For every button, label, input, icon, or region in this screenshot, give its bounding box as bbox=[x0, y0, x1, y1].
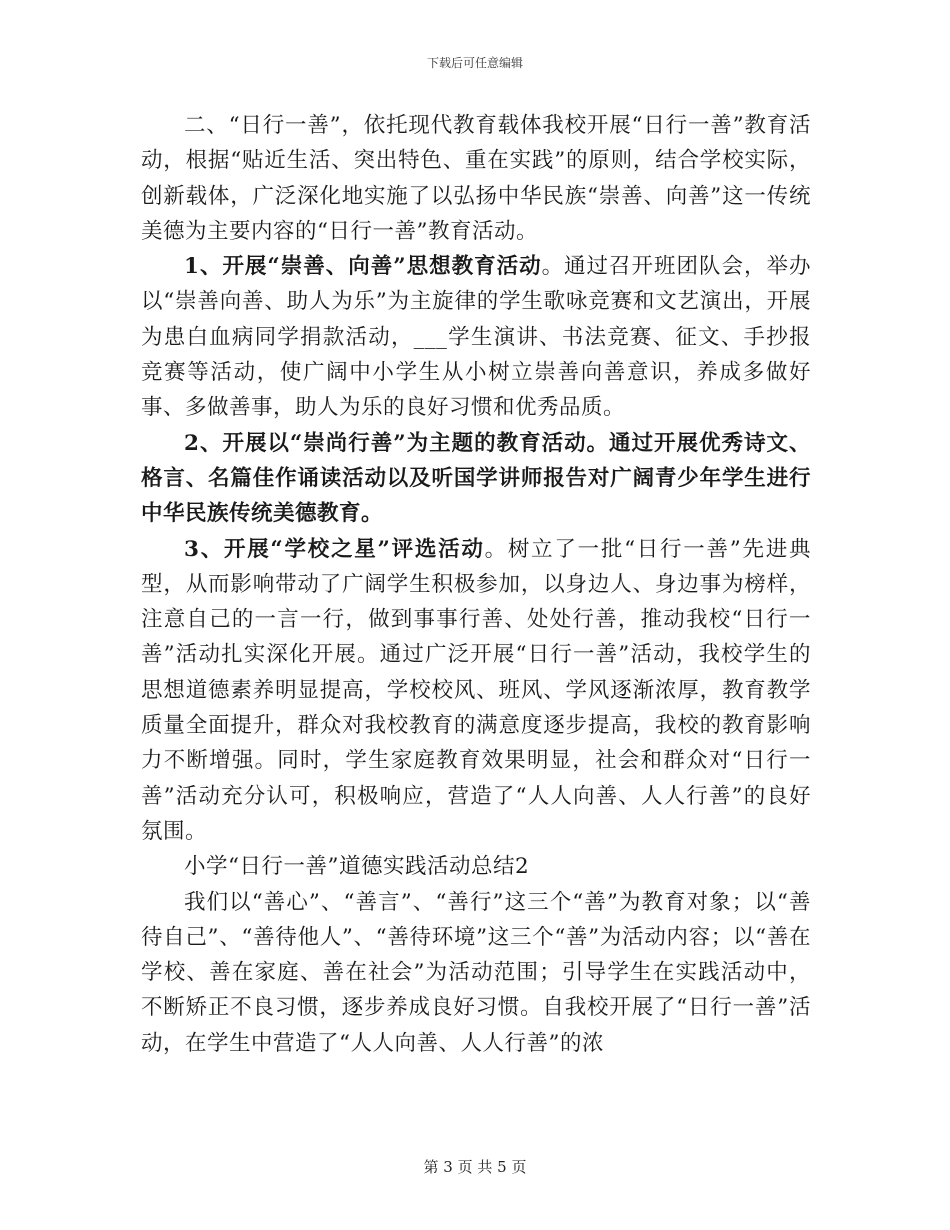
paragraph-item-2: 2、开展以“崇尚行善”为主题的教育活动。通过开展优秀诗文、格言、名篇佳作诵读活动以及听国学讲师报告对广阔青少年学生进行中华民族传统美德教育。 bbox=[141, 430, 811, 527]
item-3-heading: 3、开展“学校之星”评选活动 bbox=[184, 536, 485, 562]
document-body bbox=[141, 108, 811, 1061]
paragraph-intro: 二、“日行一善”，依托现代教育载体我校开展“日行一善”教育活动，根据“贴近生活、突出特色、重在实践”的原则，结合学校实际，创新载体，广泛深化地实施了以弘扬中华民族“崇善、向善”这一传统美德为主要内容的“日行一善”教育活动。 bbox=[141, 113, 811, 244]
paragraph-summary-2: 我们以“善心”、“善言”、“善行”这三个“善”为教育对象；以“善待自己”、“善待他人”、“善待环境”这三个“善”为活动内容；以“善在学校、善在家庭、善在社会”为活动范围；引导学生在实践活动中，不断矫正不良习惯，逐步养成良好习惯。自我校开展了“日行一善”活动，在学生中营造了“人人向善、人人行善”的浓 bbox=[141, 889, 811, 1056]
page-footer: 第 3 页 共 5 页 bbox=[423, 1158, 527, 1176]
paragraph-item-3 bbox=[141, 532, 811, 850]
item-3-text: 。树立了一批“日行一善”先进典型，从而影响带动了广阔学生积极参加，以身边人、身边事为榜样，注意自己的一言一行，做到事事行善、处处行善，推动我校“日行一善”活动扎实深化开展。通过广泛开展“日行一善”活动，我校学生的思想道德素养明显提高，学校校风、班风、学风逐渐浓厚，教育教学质量全面提升，群众对我校教育的满意度逐步提高，我校的教育影响力不断增强。同时，学生家庭教育效果明显，社会和群众对“日行一善”活动充分认可，积极响应，营造了“人人向善、人人行善”的良好氛围。 bbox=[141, 536, 811, 844]
item-1-text: 。通过召开班团队会，举办以“崇善向善、助人为乐”为主旋律的学生歌咏竞赛和文艺演出，开展为患白血病同学捐款活动，___学生演讲、书法竞赛、征文、手抄报竞赛等活动，使广阔中小学生从小树立崇善向善意识，养成多做好事、多做善事，助人为乐的良好习惯和优秀品质。 bbox=[141, 254, 811, 421]
paragraph-item-1 bbox=[141, 249, 811, 425]
page-header: 下载后可任意编辑 bbox=[426, 56, 523, 70]
section-title-2: 小学“日行一善”道德实践活动总结2 bbox=[184, 854, 530, 880]
item-1-heading: 1、开展“崇善、向善”思想教育活动 bbox=[184, 254, 542, 280]
